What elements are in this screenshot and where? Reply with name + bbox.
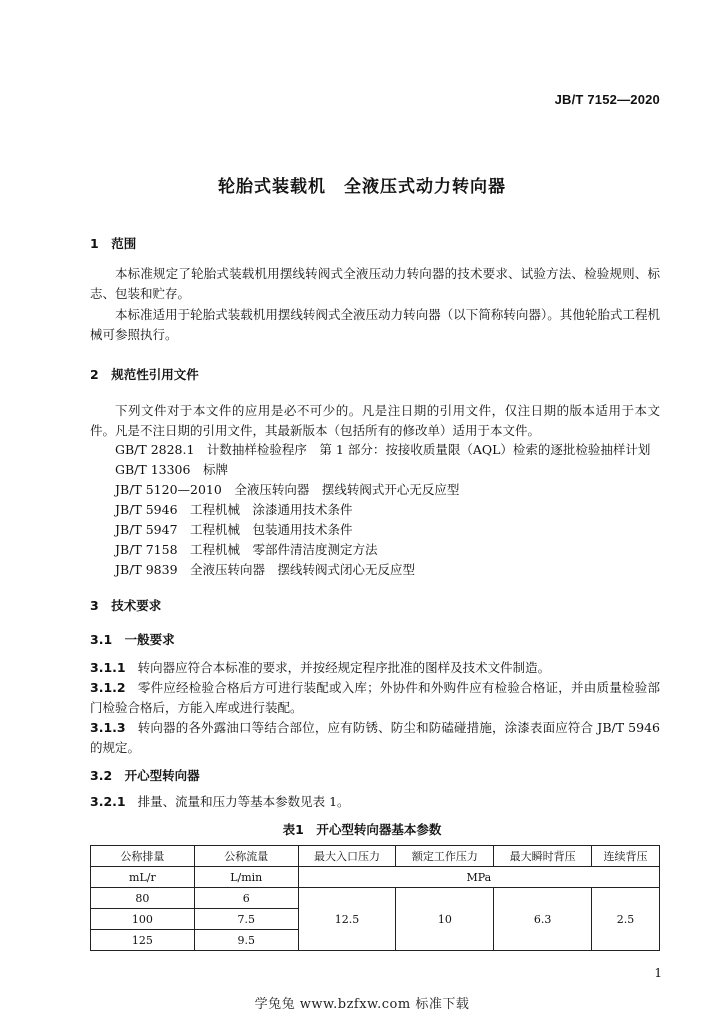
- section-3-heading: 3 技术要求: [90, 598, 162, 613]
- reference-item: GB/T 2828.1 计数抽样检验程序 第 1 部分：按接收质量限（AQL）检索的逐批检验抽样计划: [115, 442, 651, 457]
- header-cell: 公称排量: [91, 846, 195, 867]
- unit-cell: mL/r: [91, 867, 195, 888]
- watermark-text: 学兔兔 www.bzfxw.com 标准下载: [254, 997, 470, 1012]
- header-cell: 连续背压: [592, 846, 660, 867]
- table-cell: 125: [91, 930, 195, 951]
- clause-3-1-1: [90, 658, 660, 678]
- header-cell: 额定工作压力: [396, 846, 494, 867]
- table-header-row: [91, 846, 660, 867]
- reference-item: JB/T 9839 全液压转向器 摆线转阀式闭心无反应型: [115, 562, 416, 577]
- clause-text: 排量、流量和压力等基本参数见表 1。: [137, 794, 350, 809]
- document-title: 轮胎式装载机 全液压式动力转向器: [218, 177, 506, 197]
- table-cell: 10: [396, 888, 494, 951]
- clause-3-1-3: [90, 718, 660, 758]
- unit-cell: L/min: [194, 867, 298, 888]
- table-cell: 80: [91, 888, 195, 909]
- parameters-table: [90, 845, 660, 951]
- clause-3-2-1: [90, 792, 660, 812]
- reference-item: JB/T 7158 工程机械 零部件清洁度测定方法: [115, 542, 378, 557]
- clause-number: 3.1.2: [90, 680, 126, 695]
- clause-text: 转向器的各外露油口等结合部位，应有防锈、防尘和防磕碰措施，涂漆表面应符合 JB/T 5946 的规定。: [90, 720, 660, 755]
- reference-item: GB/T 13306 标牌: [115, 462, 228, 477]
- header-cell: 公称流量: [194, 846, 298, 867]
- clause-number: 3.1.3: [90, 720, 126, 735]
- clause-number: 3.1.1: [90, 660, 126, 675]
- table-cell: 12.5: [298, 888, 396, 951]
- document-code: JB/T 7152—2020: [554, 92, 660, 107]
- unit-cell: MPa: [298, 867, 659, 888]
- section-3-1-heading: 3.1 一般要求: [90, 632, 175, 647]
- header-cell: 最大入口压力: [298, 846, 396, 867]
- section-1-paragraph-2: 本标准适用于轮胎式装载机用摆线转阀式全液压动力转向器（以下简称转向器）。其他轮胎式工程机械可参照执行。: [90, 307, 660, 342]
- clause-text: 转向器应符合本标准的要求，并按经规定程序批准的图样及技术文件制造。: [137, 660, 551, 675]
- section-1-paragraph-1: 本标准规定了轮胎式装载机用摆线转阀式全液压动力转向器的技术要求、试验方法、检验规则、标志、包装和贮存。: [90, 266, 660, 301]
- header-cell: 最大瞬时背压: [494, 846, 592, 867]
- table-caption: 表1 开心型转向器基本参数: [282, 822, 442, 837]
- table-cell: 6.3: [494, 888, 592, 951]
- section-3-2-heading: 3.2 开心型转向器: [90, 768, 200, 783]
- section-2-heading: 2 规范性引用文件: [90, 367, 199, 382]
- table-cell: 7.5: [194, 909, 298, 930]
- table-cell: 100: [91, 909, 195, 930]
- reference-item: JB/T 5946 工程机械 涂漆通用技术条件: [115, 502, 353, 517]
- reference-item: JB/T 5120—2010 全液压转向器 摆线转阀式开心无反应型: [115, 482, 460, 497]
- page-number: 1: [654, 966, 662, 980]
- section-1-heading: 1 范围: [90, 236, 137, 251]
- section-2-paragraph-1: 下列文件对于本文件的应用是必不可少的。凡是注日期的引用文件，仅注日期的版本适用于本文件。凡是不注日期的引用文件，其最新版本（包括所有的修改单）适用于本文件。: [90, 403, 660, 438]
- table-cell: 9.5: [194, 930, 298, 951]
- clause-number: 3.2.1: [90, 794, 126, 809]
- table-cell: 6: [194, 888, 298, 909]
- clause-3-1-2: [90, 678, 660, 718]
- table-row: [91, 888, 660, 909]
- table-cell: 2.5: [592, 888, 660, 951]
- reference-item: JB/T 5947 工程机械 包装通用技术条件: [115, 522, 353, 537]
- table-unit-row: [91, 867, 660, 888]
- clause-text: 零件应经检验合格后方可进行装配或入库；外协件和外购件应有检验合格证，并由质量检验部门检验合格后，方能入库或进行装配。: [90, 680, 660, 715]
